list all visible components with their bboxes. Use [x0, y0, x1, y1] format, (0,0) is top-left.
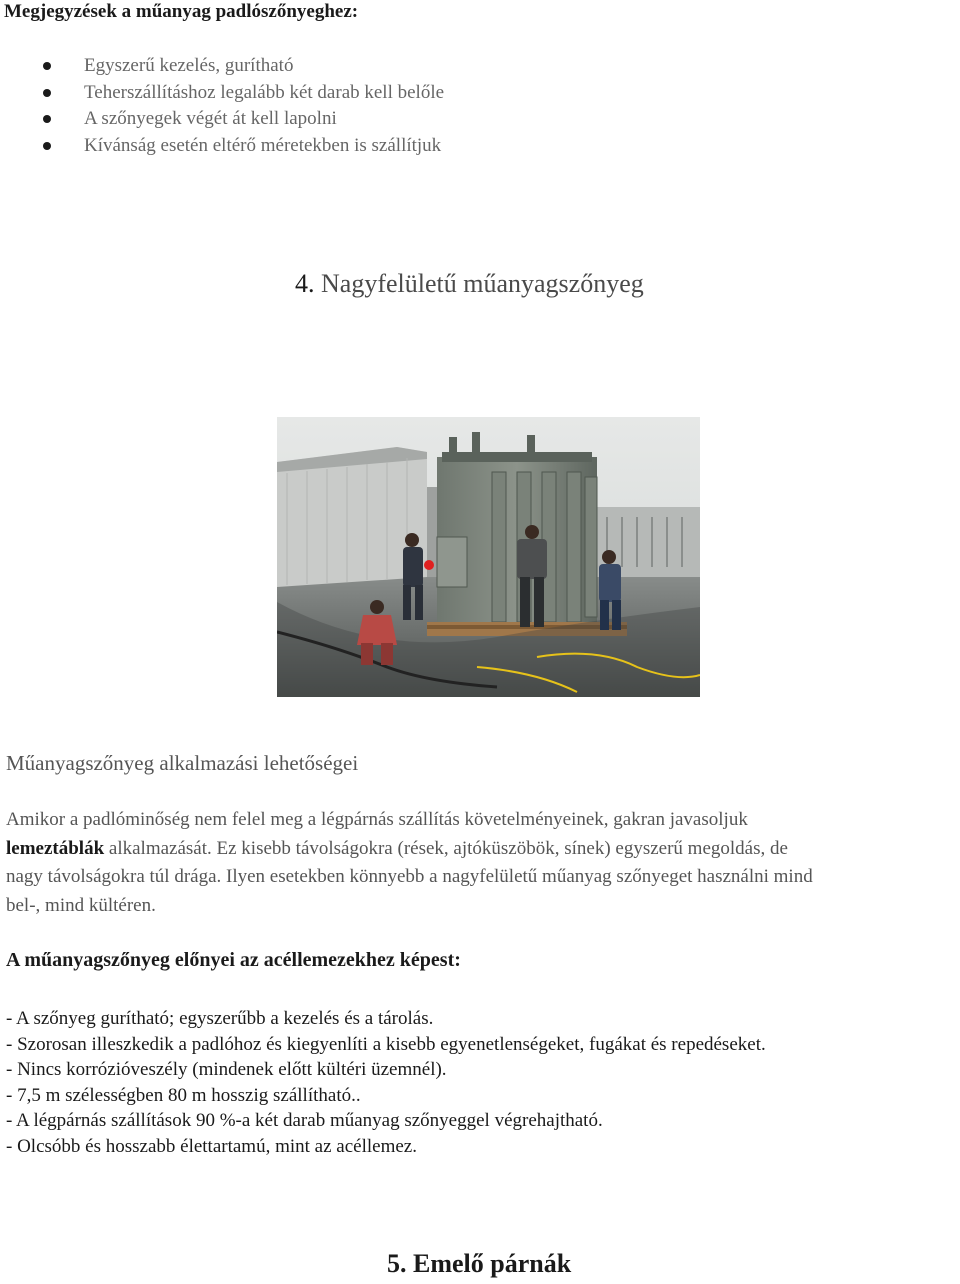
transformer-photo — [277, 417, 700, 697]
advantages-heading: A műanyagszőnyeg előnyei az acéllemezekhez képest: — [6, 949, 461, 971]
section-title: Nagyfelületű műanyagszőnyeg — [321, 269, 644, 298]
list-item — [0, 106, 444, 133]
advantages-list — [6, 1006, 766, 1159]
bullet-icon — [43, 62, 51, 70]
list-item — [0, 80, 444, 107]
paragraph-line: bel-, mind kültéren. — [6, 894, 156, 916]
list-item: - A légpárnás szállítások 90 %-a két darab műanyag szőnyeggel végrehajtható. — [6, 1110, 603, 1131]
bullet-icon — [43, 89, 51, 97]
list-item — [0, 53, 444, 80]
list-item — [0, 133, 444, 160]
list-item: - Szorosan illeszkedik a padlóhoz és kiegyenlíti a kisebb egyenetlenségeket, fugákat és repedéseket. — [6, 1033, 766, 1055]
section-4-heading — [295, 268, 644, 300]
list-item: - Nincs korrózióveszély (mindenek előtt kültéri üzemnél). — [6, 1059, 447, 1080]
list-item: - Olcsóbb és hosszabb élettartamú, mint az acéllemez. — [6, 1135, 417, 1157]
applications-heading: Műanyagszőnyeg alkalmazási lehetőségei — [6, 751, 359, 775]
list-item: - A szőnyeg gurítható; egyszerűbb a kezelés és a tárolás. — [6, 1008, 434, 1029]
bullet-text: Teherszállításhoz legalább két darab kell belőle — [84, 81, 445, 103]
paragraph-line — [6, 835, 960, 864]
bullet-text: Egyszerű kezelés, gurítható — [84, 55, 294, 76]
paragraph-line: Amikor a padlóminőség nem felel meg a légpárnás szállítás követelményeinek, gakran javasoljuk — [6, 809, 748, 830]
applications-paragraph — [6, 806, 960, 920]
bullet-icon — [43, 142, 51, 150]
bullet-text: A szőnyegek végét át kell lapolni — [84, 108, 337, 129]
section-5-heading: 5. Emelő párnák — [387, 1249, 572, 1278]
paragraph-text: alkalmazását. Ez kisebb távolságokra (rések, ajtóküszöbök, sínek) egyszerű megoldás, de — [104, 837, 788, 859]
bullet-icon — [43, 115, 51, 123]
notes-bullet-list — [0, 53, 444, 159]
bold-term: lemeztáblák — [6, 837, 105, 859]
section-number: 4. — [295, 269, 315, 298]
notes-heading: Megjegyzések a műanyag padlószőnyeghez: — [4, 1, 359, 22]
list-item: - 7,5 m szélességben 80 m hosszig szállítható.. — [6, 1084, 361, 1106]
paragraph-line: nagy távolságokra túl drága. Ilyen esetekben könnyebb a nagyfelületű műanyag szőnyeget használni mind — [6, 866, 813, 887]
bullet-text: Kívánság esetén eltérő méretekben is szállítjuk — [84, 134, 442, 156]
